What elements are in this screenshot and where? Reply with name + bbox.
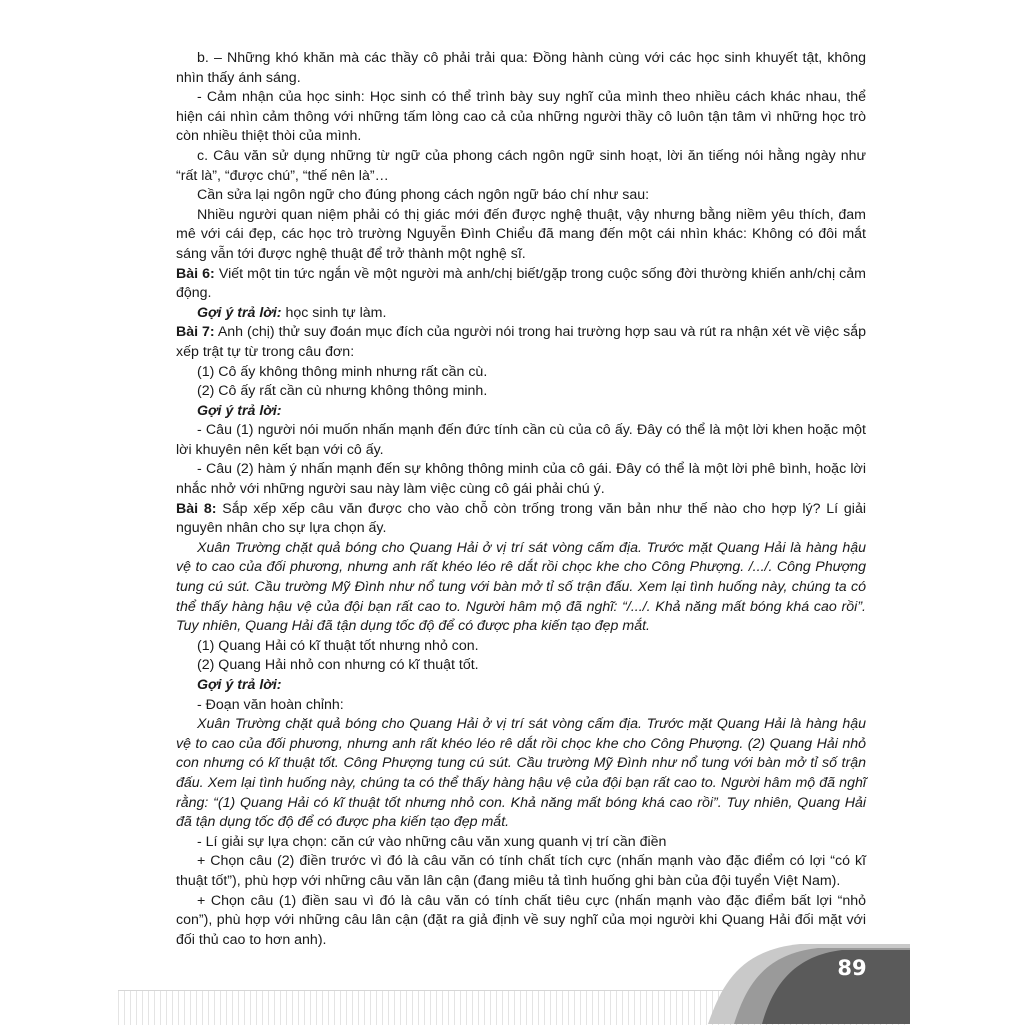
page-number: 89	[837, 956, 867, 980]
exercise-7-hint	[176, 402, 866, 422]
answer-c-instruction: Cần sửa lại ngôn ngữ cho đúng phong cách ngôn ngữ báo chí như sau:	[197, 187, 650, 204]
exercise-6	[176, 265, 866, 304]
exercise-7-sentence-2: (2) Cô ấy rất cần cù nhưng không thông minh.	[197, 383, 488, 400]
exercise-8-passage: Xuân Trường chặt quả bóng cho Quang Hải ở vị trí sát vòng cấm địa. Trước mặt Quang Hải là hàng hậu vệ to cao của đối phương, nhưng anh rất khéo léo rê dắt rồi chọc khe cho Công Phượng. /.../. Công Phượng tung cú sút. Cầu trường Mỹ Đình như nổ tung với bàn mở tỉ số trận đấu. Xem lại tình huống này, chúng ta có thể thấy hàng hậu vệ của đội bạn rất cao to. Người hâm mộ đã nghĩ: “/.../. Khả năng mất bóng khá cao rồi”. Tuy nhiên, Quang Hải đã tận dụng tốc độ để có được pha kiến tạo đẹp mắt.	[176, 539, 866, 635]
answer-c-analysis: c. Câu văn sử dụng những từ ngữ của phong cách ngôn ngữ sinh hoạt, lời ăn tiếng nói hằng ngày như “rất là”, “được chú”, “thế nên là”…	[176, 147, 866, 184]
exercise-8-sentence-2: (2) Quang Hải nhỏ con nhưng có kĩ thuật tốt.	[197, 657, 479, 674]
exercise-6-hint	[176, 304, 866, 324]
exercise-7-answer-1: - Câu (1) người nói muốn nhấn mạnh đến đức tính cần cù của cô ấy. Đây có thể là một lời khen hoặc một lời khuyên nên kết bạn với cô ấy.	[176, 422, 866, 458]
hint-label: Gợi ý trả lời:	[197, 304, 282, 321]
exercise-7-answer-2: - Câu (2) hàm ý nhấn mạnh đến sự không thông minh của cô gái. Đây có thể là một lời phê bình, hoặc lời nhắc nhở với những người sau này làm việc cùng cô gái phải chú ý.	[176, 461, 866, 498]
exercise-7-prompt: Anh (chị) thử suy đoán mục đích của người nói trong hai trường hợp sau và rút ra nhận xét về việc sắp xếp trật tự từ trong câu đơn:	[176, 324, 867, 360]
answer-b-difficulties: b. – Những khó khăn mà các thầy cô phải trải qua: Đồng hành cùng với các học sinh khuyết tật, không nhìn thấy ánh sáng.	[176, 50, 866, 86]
exercise-8-prompt: Sắp xếp xếp câu văn được cho vào chỗ còn trống trong văn bản như thế nào cho hợp lý? Lí giải nguyên nhân cho sự lựa chọn ấy.	[176, 500, 866, 537]
exercise-8-reason-2: + Chọn câu (1) điền sau vì đó là câu văn có tính chất tiêu cực (nhấn mạnh vào đặc điểm bất lợi “nhỏ con”), phù hợp với những câu lân cận (đặt ra giả định về suy nghĩ của mọi người khi Quang Hải đối mặt với đối thủ cao to hơn anh).	[176, 892, 866, 948]
hint-label: Gợi ý trả lời:	[197, 402, 282, 419]
answer-c-rewrite: Nhiều người quan niệm phải có thị giác mới đến được nghệ thuật, vậy nhưng bằng niềm yêu thích, đam mê với cái đẹp, các học trò trường Nguyễn Đình Chiểu đã mang đến một cái nhìn khác: Không có đôi mắt sáng vẫn tới được nghệ thuật để trở thành một nghệ sĩ.	[176, 206, 866, 262]
exercise-8-sentence-1: (1) Quang Hải có kĩ thuật tốt nhưng nhỏ con.	[197, 637, 479, 654]
exercise-6-hint-text: học sinh tự làm.	[281, 304, 387, 321]
exercise-8-answer-intro: - Đoạn văn hoàn chỉnh:	[197, 696, 344, 713]
exercise-8	[176, 500, 866, 539]
exercise-7-label: Bài 7:	[176, 324, 215, 341]
exercise-8-label: Bài 8:	[176, 500, 217, 517]
page-body	[176, 49, 866, 950]
exercise-6-prompt: Viết một tin tức ngắn về một người mà anh/chị biết/gặp trong cuộc sống đời thường khiến anh/chị cảm động.	[176, 265, 866, 302]
exercise-6-label: Bài 6:	[176, 265, 215, 282]
answer-b-feelings: - Cảm nhận của học sinh: Học sinh có thể trình bày suy nghĩ của mình theo nhiều cách khác nhau, thể hiện cái nhìn cảm thông với những tấm lòng cao cả của những người thầy cô luôn tận tâm vì những học trò còn nhiều thiệt thòi của mình.	[176, 89, 866, 145]
exercise-8-reasoning: - Lí giải sự lựa chọn: căn cứ vào những câu văn xung quanh vị trí cần điền	[197, 833, 667, 850]
exercise-7-sentence-1: (1) Cô ấy không thông minh nhưng rất cần cù.	[197, 363, 488, 380]
exercise-8-hint	[176, 676, 866, 696]
exercise-8-reason-1: + Chọn câu (2) điền trước vì đó là câu văn có tính chất tích cực (nhấn mạnh vào đặc điểm có lợi “có kĩ thuật tốt”), phù hợp với những câu văn lân cận (đang miêu tả tình huống ghi bàn của đội tuyển Việt Nam).	[176, 853, 866, 889]
hint-label: Gợi ý trả lời:	[197, 677, 282, 693]
exercise-7	[176, 323, 866, 362]
exercise-8-full-passage: Xuân Trường chặt quả bóng cho Quang Hải ở vị trí sát vòng cấm địa. Trước mặt Quang Hải là hàng hậu vệ to cao của đối phương, nhưng anh rất khéo léo rê dắt rồi chọc khe cho Công Phượng. (2) Quang Hải nhỏ con nhưng có kĩ thuật tốt. Công Phượng tung cú sút. Cầu trường Mỹ Đình như nổ tung với bàn mở tỉ số trận đấu. Xem lại tình huống này, chúng ta có thể thấy hàng hậu vệ của đội bạn rất cao to. Người hâm mộ đã nghĩ rằng: “(1) Quang Hải có kĩ thuật tốt nhưng nhỏ con. Khả năng mất bóng khá cao rồi”. Tuy nhiên, Quang Hải đã tận dụng tốc độ để có được pha kiến tạo đẹp mắt.	[176, 716, 866, 831]
